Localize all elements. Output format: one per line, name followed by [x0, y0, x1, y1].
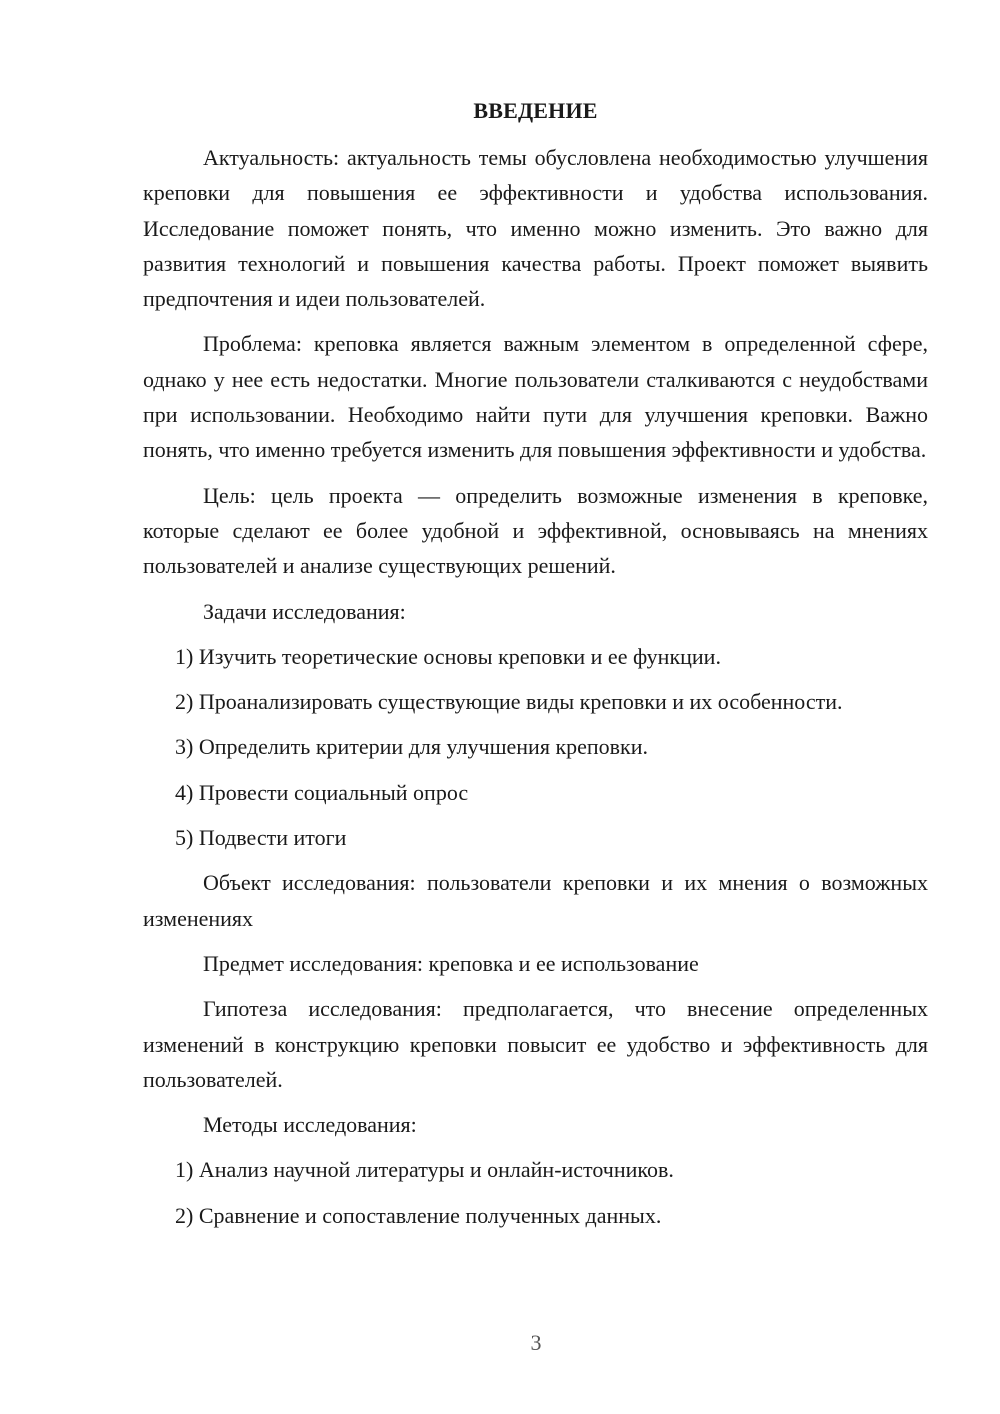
method-item: 1) Анализ научной литературы и онлайн-источников. — [175, 1157, 674, 1183]
task-item: 2) Проанализировать существующие виды креповки и их особенности. — [175, 689, 843, 715]
method-item: 2) Сравнение и сопоставление полученных данных. — [175, 1202, 662, 1228]
task-item: 4) Провести социальный опрос — [175, 779, 469, 805]
page-heading: ВВЕДЕНИЕ — [473, 98, 598, 123]
paragraph-relevance: Актуальность: актуальность темы обусловлена необходимостью улучшения креповки для повышения ее эффективности и удобства использования. Исследование поможет понять, что именно можно изменить. Это важно для развития технологий и повышения качества работы. Проект поможет выявить предпочтения и идеи пользователей. — [143, 145, 928, 312]
task-item: 3) Определить критерии для улучшения креповки. — [175, 734, 649, 760]
paragraph-hypothesis: Гипотеза исследования: предполагается, что внесение определенных изменений в конструкцию креповки повысит ее удобство и эффективность для пользователей. — [143, 996, 928, 1092]
paragraph-subject: Предмет исследования: креповка и ее использование — [203, 950, 699, 976]
paragraph-problem: Проблема: креповка является важным элементом в определенной сфере, однако у нее есть недостатки. Многие пользователи сталкиваются с неудобствами при использовании. Необходимо найти пути для улучшения креповки. Важно понять, что именно требуется изменить для повышения эффективности и удобства. — [143, 331, 928, 463]
tasks-title: Задачи исследования: — [203, 598, 406, 624]
page-number: 3 — [530, 1330, 542, 1355]
task-item: 1) Изучить теоретические основы креповки и ее функции. — [175, 643, 721, 669]
paragraph-goal: Цель: цель проекта — определить возможные изменения в креповке, которые сделают ее более удобной и эффективной, основываясь на мнениях пользователей и анализе существующих решений. — [143, 482, 928, 579]
paragraph-object: Объект исследования: пользователи креповки и их мнения о возможных изменениях — [143, 870, 928, 931]
methods-title: Методы исследования: — [203, 1112, 417, 1138]
task-item: 5) Подвести итоги — [175, 825, 347, 851]
document-body — [143, 140, 928, 1243]
